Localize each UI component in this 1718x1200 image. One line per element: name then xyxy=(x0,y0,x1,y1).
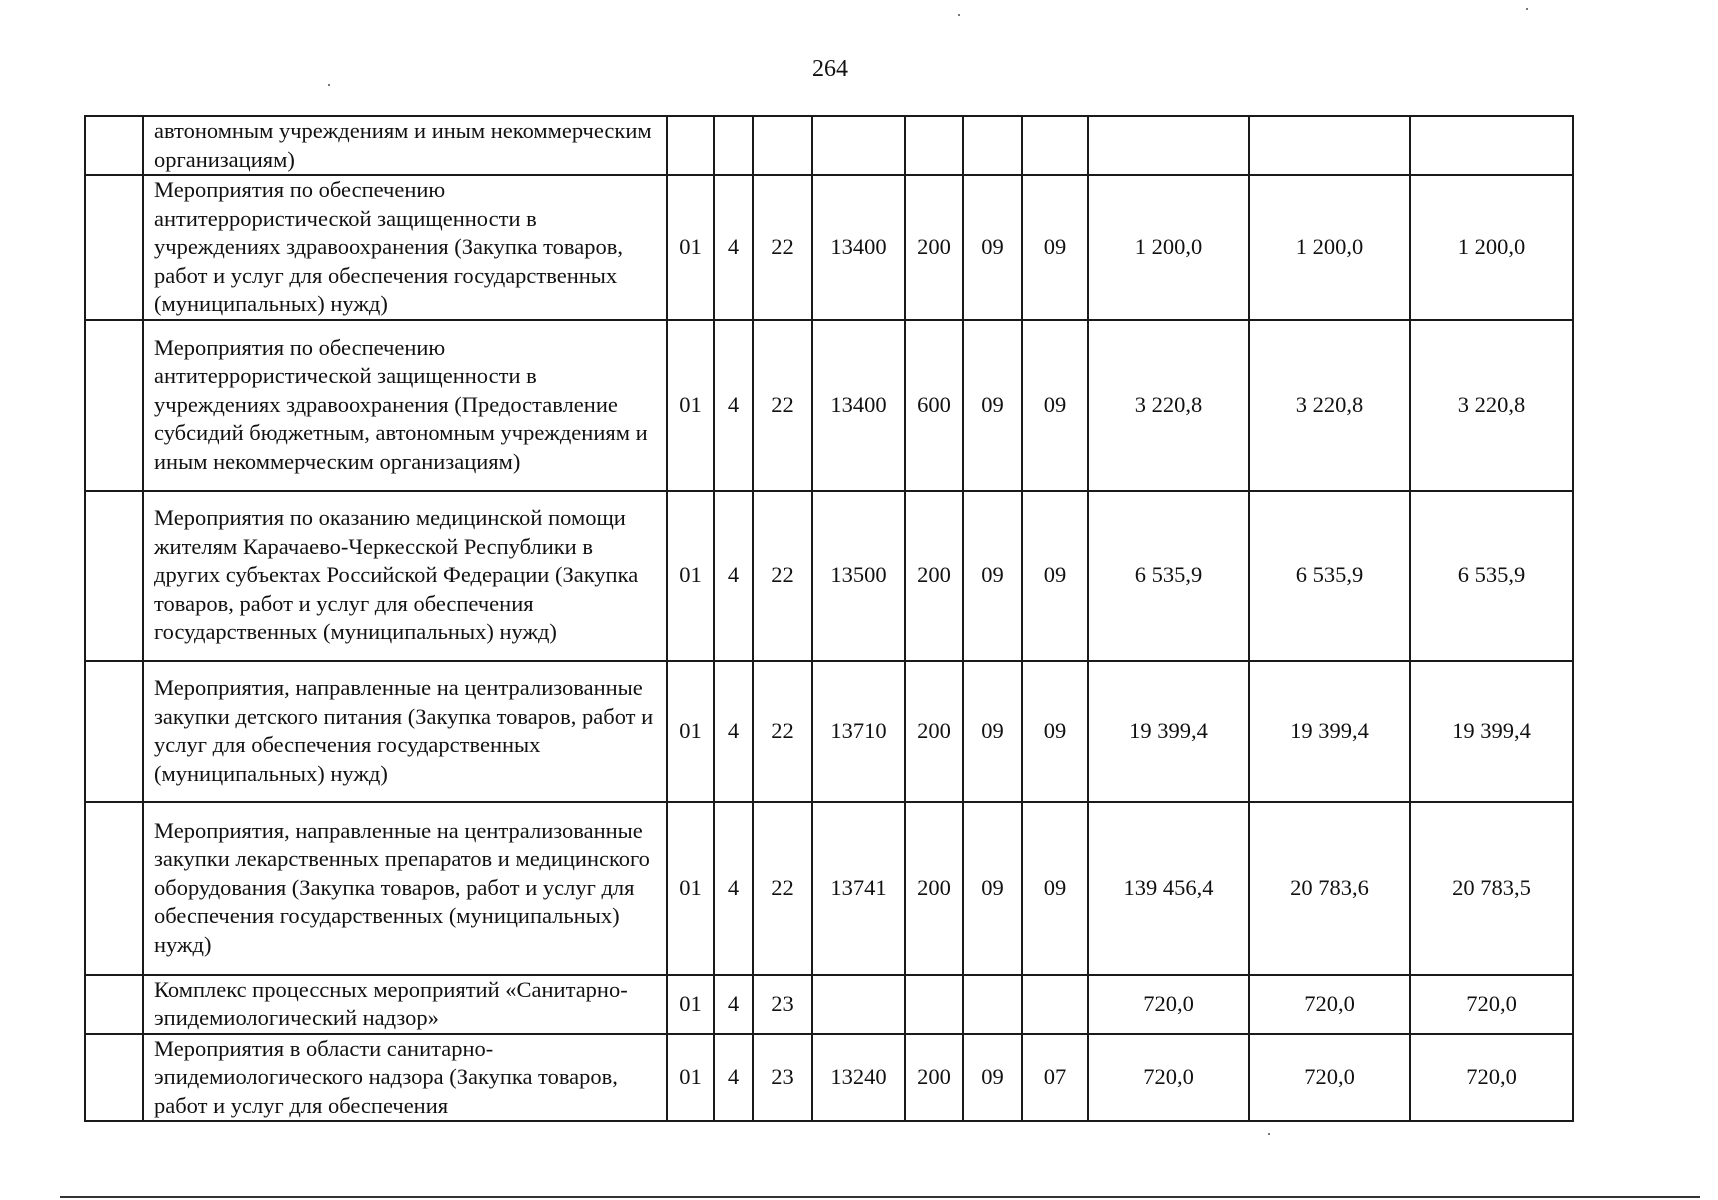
code-cell: 4 xyxy=(714,320,753,491)
code-cell: 4 xyxy=(714,491,753,661)
code-cell: 13240 xyxy=(812,1034,905,1122)
code-cell: 09 xyxy=(1022,320,1088,491)
code-cell xyxy=(667,116,714,175)
code-cell: 09 xyxy=(963,491,1022,661)
code-cell: 600 xyxy=(905,320,963,491)
code-cell: 13710 xyxy=(812,661,905,802)
code-cell: 09 xyxy=(963,1034,1022,1122)
code-cell xyxy=(1022,975,1088,1034)
code-cell xyxy=(812,116,905,175)
code-cell xyxy=(963,116,1022,175)
code-cell: 13500 xyxy=(812,491,905,661)
row-number-cell xyxy=(85,975,143,1034)
code-cell: 13741 xyxy=(812,802,905,975)
code-cell: 23 xyxy=(753,1034,812,1122)
amount-cell xyxy=(1088,116,1249,175)
table-row xyxy=(85,661,1573,802)
code-cell: 01 xyxy=(667,661,714,802)
code-cell: 09 xyxy=(1022,491,1088,661)
row-number-cell xyxy=(85,320,143,491)
amount-cell: 6 535,9 xyxy=(1088,491,1249,661)
amount-cell: 3 220,8 xyxy=(1410,320,1573,491)
amount-cell: 19 399,4 xyxy=(1249,661,1410,802)
code-cell: 22 xyxy=(753,491,812,661)
row-number-cell xyxy=(85,175,143,320)
amount-cell: 3 220,8 xyxy=(1088,320,1249,491)
amount-cell: 3 220,8 xyxy=(1249,320,1410,491)
description-cell: Мероприятия по оказанию медицинской помощи жителям Карачаево-Черкесской Республики в других субъектах Российской Федерации (Закупка товаров, работ и услуг для обеспечения государственных (муниципальных) нужд) xyxy=(143,491,667,661)
amount-cell: 19 399,4 xyxy=(1410,661,1573,802)
code-cell: 01 xyxy=(667,175,714,320)
page-number: 264 xyxy=(812,56,848,82)
scan-speck xyxy=(328,84,330,86)
amount-cell: 720,0 xyxy=(1088,1034,1249,1122)
code-cell: 09 xyxy=(1022,661,1088,802)
table-row xyxy=(85,175,1573,320)
code-cell: 09 xyxy=(1022,175,1088,320)
row-number-cell xyxy=(85,802,143,975)
amount-cell: 6 535,9 xyxy=(1410,491,1573,661)
code-cell: 01 xyxy=(667,1034,714,1122)
amount-cell: 720,0 xyxy=(1088,975,1249,1034)
code-cell: 09 xyxy=(1022,802,1088,975)
amount-cell xyxy=(1410,116,1573,175)
code-cell: 09 xyxy=(963,661,1022,802)
code-cell xyxy=(905,116,963,175)
code-cell: 09 xyxy=(963,320,1022,491)
code-cell: 09 xyxy=(963,802,1022,975)
row-number-cell xyxy=(85,491,143,661)
scan-speck xyxy=(1526,8,1528,10)
row-number-cell xyxy=(85,116,143,175)
amount-cell: 720,0 xyxy=(1249,1034,1410,1122)
table-row xyxy=(85,1034,1573,1122)
table-row xyxy=(85,116,1573,175)
code-cell: 22 xyxy=(753,661,812,802)
code-cell xyxy=(905,975,963,1034)
code-cell: 01 xyxy=(667,975,714,1034)
code-cell: 4 xyxy=(714,975,753,1034)
description-cell: Мероприятия по обеспечению антитеррористической защищенности в учреждениях здравоохранения (Предоставление субсидий бюджетным, автономным учреждениям и иным некоммерческим организациям) xyxy=(143,320,667,491)
amount-cell: 720,0 xyxy=(1410,1034,1573,1122)
description-cell: Мероприятия, направленные на централизованные закупки лекарственных препаратов и медицинского оборудования (Закупка товаров, работ и услуг для обеспечения государственных (муниципальных) нужд) xyxy=(143,802,667,975)
code-cell xyxy=(753,116,812,175)
code-cell: 01 xyxy=(667,802,714,975)
amount-cell: 1 200,0 xyxy=(1410,175,1573,320)
code-cell: 200 xyxy=(905,491,963,661)
amount-cell: 1 200,0 xyxy=(1088,175,1249,320)
code-cell: 01 xyxy=(667,320,714,491)
code-cell: 13400 xyxy=(812,175,905,320)
code-cell: 22 xyxy=(753,802,812,975)
code-cell xyxy=(1022,116,1088,175)
code-cell: 4 xyxy=(714,1034,753,1122)
code-cell: 01 xyxy=(667,491,714,661)
code-cell: 23 xyxy=(753,975,812,1034)
description-cell: Комплекс процессных мероприятий «Санитарно-эпидемиологический надзор» xyxy=(143,975,667,1034)
code-cell: 4 xyxy=(714,661,753,802)
description-cell: Мероприятия, направленные на централизованные закупки детского питания (Закупка товаров, работ и услуг для обеспечения государственных (муниципальных) нужд) xyxy=(143,661,667,802)
amount-cell: 20 783,5 xyxy=(1410,802,1573,975)
code-cell: 200 xyxy=(905,802,963,975)
amount-cell: 6 535,9 xyxy=(1249,491,1410,661)
code-cell: 22 xyxy=(753,320,812,491)
amount-cell: 19 399,4 xyxy=(1088,661,1249,802)
scan-speck xyxy=(1268,1133,1270,1135)
description-cell: Мероприятия по обеспечению антитеррористической защищенности в учреждениях здравоохранения (Закупка товаров, работ и услуг для обеспечения государственных (муниципальных) нужд) xyxy=(143,175,667,320)
table-row xyxy=(85,975,1573,1034)
amount-cell: 1 200,0 xyxy=(1249,175,1410,320)
code-cell: 200 xyxy=(905,175,963,320)
scan-edge-line xyxy=(60,1196,1700,1198)
table-row xyxy=(85,802,1573,975)
scan-speck xyxy=(958,14,960,16)
description-cell: Мероприятия в области санитарно-эпидемиологического надзора (Закупка товаров, работ и услуг для обеспечения xyxy=(143,1034,667,1122)
code-cell: 4 xyxy=(714,175,753,320)
amount-cell: 20 783,6 xyxy=(1249,802,1410,975)
code-cell: 13400 xyxy=(812,320,905,491)
row-number-cell xyxy=(85,661,143,802)
code-cell: 22 xyxy=(753,175,812,320)
code-cell: 200 xyxy=(905,1034,963,1122)
amount-cell: 720,0 xyxy=(1249,975,1410,1034)
amount-cell xyxy=(1249,116,1410,175)
table-row xyxy=(85,491,1573,661)
description-cell: автономным учреждениям и иным некоммерческим организациям) xyxy=(143,116,667,175)
code-cell: 09 xyxy=(963,175,1022,320)
row-number-cell xyxy=(85,1034,143,1122)
code-cell: 4 xyxy=(714,802,753,975)
code-cell xyxy=(812,975,905,1034)
table-row xyxy=(85,320,1573,491)
amount-cell: 720,0 xyxy=(1410,975,1573,1034)
budget-table xyxy=(84,115,1574,1122)
amount-cell: 139 456,4 xyxy=(1088,802,1249,975)
code-cell xyxy=(714,116,753,175)
code-cell: 200 xyxy=(905,661,963,802)
code-cell xyxy=(963,975,1022,1034)
code-cell: 07 xyxy=(1022,1034,1088,1122)
